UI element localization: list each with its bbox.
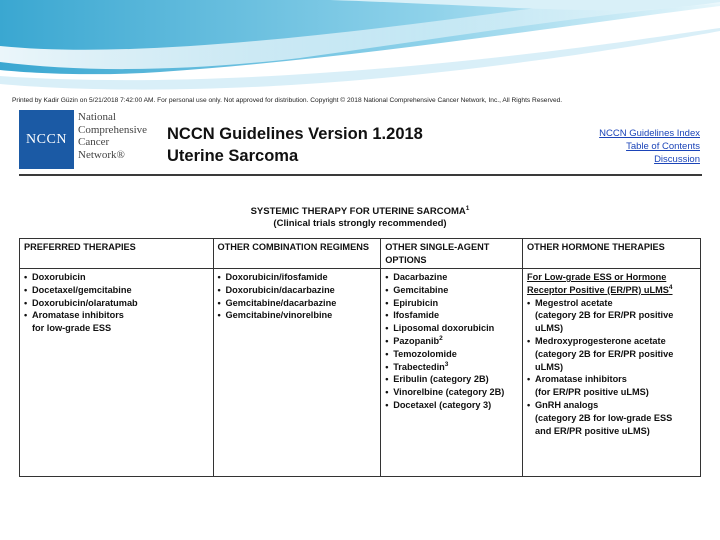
drug-name: Megestrol acetate — [534, 297, 613, 308]
drug-name: Gemcitabine/dacarbazine — [225, 297, 337, 308]
guidelines-index-link[interactable]: NCCN Guidelines Index — [599, 128, 700, 139]
header-divider — [19, 174, 702, 176]
item-qualifier: (for ER/PR positive uLMS) — [534, 387, 649, 398]
printed-by-line: Printed by Kadir Güzin on 5/21/2018 7:42:00 AM. For personal use only. Not approved for distribution. Copyright © 2018 National Comprehensive Cancer Network, Inc., All Rights Reserved. — [12, 97, 563, 104]
footnote-marker: 1 — [465, 205, 470, 212]
header-combination-regimens: OTHER COMBINATION REGIMENS — [213, 239, 381, 269]
footnote-marker: 4 — [668, 283, 673, 291]
drug-name: Gemcitabine — [393, 284, 449, 295]
combination-cell — [213, 269, 381, 477]
list-item — [385, 348, 518, 361]
criteria-line: Receptor Positive (ER/PR) uLMS — [526, 284, 669, 295]
org-line: National — [78, 111, 116, 123]
list-item — [24, 271, 209, 284]
org-line: Network® — [78, 148, 125, 161]
list-item — [218, 309, 377, 322]
hormone-criteria — [527, 271, 696, 297]
item-qualifier: uLMS) — [534, 361, 564, 372]
header-single-agent-options: OTHER SINGLE-AGENT OPTIONS — [381, 239, 523, 269]
item-qualifier: (category 2B for low-grade ESS — [534, 412, 673, 423]
therapy-table — [19, 238, 701, 477]
list-item — [218, 284, 377, 297]
drug-name: Temozolomide — [393, 348, 457, 359]
item-qualifier: and ER/PR positive uLMS) — [534, 425, 650, 436]
drug-name: Trabectedin — [393, 361, 445, 372]
item-qualifier: uLMS) — [534, 323, 564, 334]
table-header-row — [20, 239, 701, 269]
drug-name: Gemcitabine/vinorelbine — [225, 310, 333, 321]
discussion-link[interactable]: Discussion — [654, 154, 700, 165]
list-item — [385, 297, 518, 310]
criteria-line: For Low-grade ESS or Hormone — [526, 272, 667, 282]
item-qualifier: (category 2B for ER/PR positive — [534, 310, 674, 321]
hormone-cell — [522, 269, 700, 477]
org-line: Comprehensive — [78, 123, 148, 136]
list-item — [385, 373, 518, 386]
drug-name: Doxorubicin — [32, 272, 86, 282]
table-of-contents-link[interactable]: Table of Contents — [626, 141, 700, 152]
list-item — [385, 309, 518, 322]
combination-list — [218, 271, 377, 322]
section-title — [0, 203, 720, 230]
drug-name: Vinorelbine (category 2B) — [393, 387, 505, 398]
guideline-subtitle: Uterine Sarcoma — [167, 147, 299, 165]
list-item — [385, 335, 518, 348]
drug-name: GnRH analogs — [534, 399, 599, 410]
section-heading: SYSTEMIC THERAPY FOR UTERINE SARCOMA — [250, 206, 466, 218]
nav-links — [599, 127, 700, 166]
org-line: Cancer — [78, 136, 110, 148]
drug-name: Medroxyprogesterone acetate — [534, 335, 666, 346]
list-item — [385, 399, 518, 412]
list-item — [218, 297, 377, 310]
list-item — [24, 309, 209, 335]
organization-name — [78, 111, 147, 161]
footnote-marker: 3 — [444, 360, 449, 368]
list-item — [527, 297, 696, 335]
drug-name: Docetaxel/gemcitabine — [32, 284, 132, 295]
table-row — [20, 269, 701, 477]
drug-name: Doxorubicin/olaratumab — [32, 297, 138, 308]
guideline-document — [0, 96, 720, 442]
section-note: (Clinical trials strongly recommended) — [273, 218, 447, 230]
list-item — [385, 322, 518, 335]
list-item — [527, 373, 696, 399]
list-item — [218, 271, 377, 284]
drug-name: Docetaxel (category 3) — [393, 399, 492, 410]
single-agent-list — [385, 271, 518, 412]
item-qualifier: (category 2B for ER/PR positive — [534, 348, 674, 359]
footnote-marker: 2 — [439, 334, 443, 342]
header-hormone-therapies: OTHER HORMONE THERAPIES — [522, 239, 700, 269]
list-item — [385, 271, 518, 284]
drug-name: Aromatase inhibitors — [534, 374, 627, 385]
drug-name: Eribulin (category 2B) — [393, 374, 489, 385]
guideline-title: NCCN Guidelines Version 1.2018 — [167, 125, 423, 143]
drug-name: Pazopanib — [393, 335, 440, 346]
header-preferred-therapies: PREFERRED THERAPIES — [20, 239, 214, 269]
item-continuation: for low-grade ESS — [32, 323, 112, 334]
drug-name: Epirubicin — [393, 297, 439, 308]
drug-name: Dacarbazine — [393, 272, 448, 282]
drug-name: Ifosfamide — [393, 310, 440, 321]
list-item — [527, 399, 696, 437]
list-item — [385, 386, 518, 399]
nccn-logo: NCCN — [19, 110, 74, 169]
drug-name: Liposomal doxorubicin — [393, 323, 495, 334]
list-item — [24, 297, 209, 310]
preferred-cell — [20, 269, 214, 477]
list-item — [527, 335, 696, 373]
hormone-list — [527, 297, 696, 438]
list-item — [385, 284, 518, 297]
drug-name: Aromatase inhibitors — [32, 310, 124, 321]
list-item — [24, 284, 209, 297]
list-item — [385, 361, 518, 374]
preferred-list — [24, 271, 209, 335]
single-agent-cell — [381, 269, 523, 477]
drug-name: Doxorubicin/dacarbazine — [225, 284, 335, 295]
drug-name: Doxorubicin/ifosfamide — [225, 272, 328, 282]
